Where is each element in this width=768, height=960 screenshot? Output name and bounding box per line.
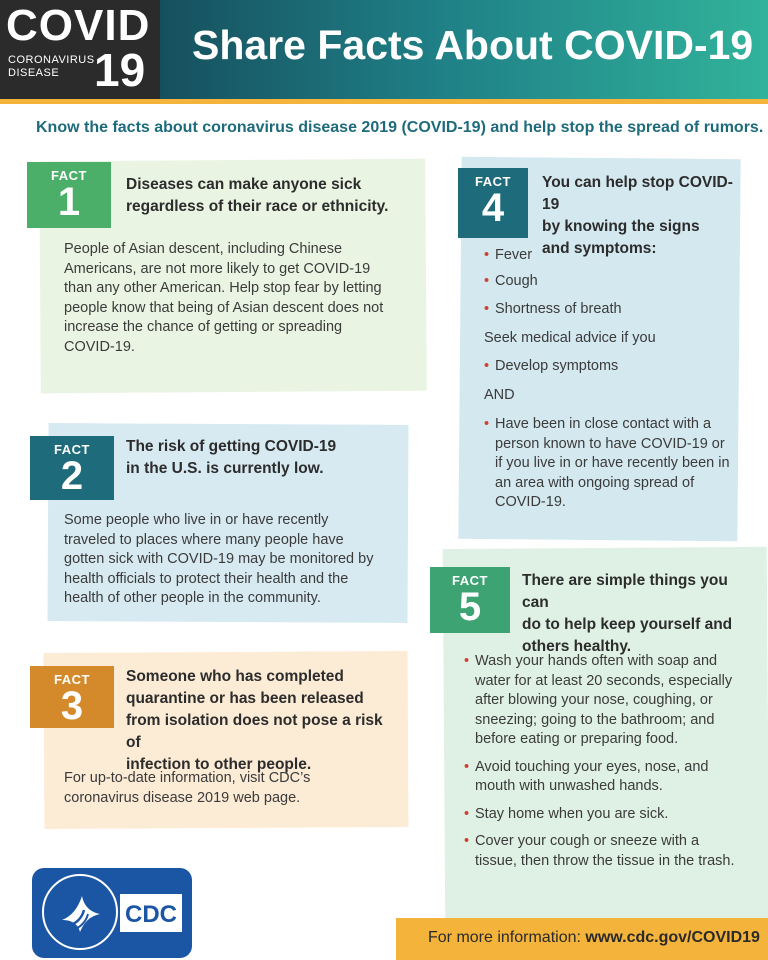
footer-url-link[interactable]: www.cdc.gov/COVID19 bbox=[585, 929, 760, 946]
fact-2-body: Some people who live in or have recently traveled to places where many people have gotten sick with COVID-19 may be monitored by health officials to protect their health and the health of other people in the community. bbox=[64, 512, 374, 606]
fact-2-tag bbox=[30, 436, 114, 500]
fact-5-heading-line: do to help keep yourself and bbox=[522, 616, 733, 633]
fact-3-heading-line: quarantine or has been released bbox=[126, 690, 364, 707]
fact-4-label: FACT bbox=[475, 174, 511, 189]
eagle-icon bbox=[54, 886, 106, 938]
contact-list bbox=[484, 415, 730, 513]
fact-5-body bbox=[464, 652, 742, 871]
fact-2-heading-line: in the U.S. is currently low. bbox=[126, 460, 324, 477]
fact-1-label: FACT bbox=[51, 168, 87, 183]
list-item: • Develop symptoms bbox=[484, 357, 730, 377]
list-item: • Fever bbox=[484, 246, 730, 266]
fact-2-heading bbox=[126, 436, 396, 480]
logo-sub-line2: DISEASE bbox=[8, 67, 60, 79]
list-item: • Shortness of breath bbox=[484, 300, 730, 320]
fact-5-heading bbox=[522, 570, 752, 658]
fact-1-heading bbox=[126, 174, 416, 218]
logo-sub-line1: CORONAVIRUS bbox=[8, 54, 95, 66]
healthy-tips-list bbox=[464, 652, 742, 871]
list-item: • Wash your hands often with soap and water for at least 20 seconds, especially after blowing your nose, coughing, or sneezing; going to the bathroom; and before eating or preparing food. bbox=[464, 652, 742, 750]
and-text: AND bbox=[484, 386, 515, 403]
advice-list bbox=[484, 357, 730, 377]
fact-5-heading-line: There are simple things you can bbox=[522, 572, 728, 611]
list-item: • Cover your cough or sneeze with a tissue, then throw the tissue in the trash. bbox=[464, 832, 742, 871]
list-item: • Have been in close contact with a person known to have COVID-19 or if you live in or have recently been in an area with ongoing spread of COVID-19. bbox=[484, 415, 730, 513]
page-title: Share Facts About COVID-19 bbox=[192, 22, 754, 68]
fact-4-number: 4 bbox=[481, 186, 505, 230]
fact-4-heading-line: You can help stop COVID-19 bbox=[542, 174, 733, 213]
fact-1-body: People of Asian descent, including Chinese Americans, are not more likely to get COVID-19 than any other American. Help stop fear by letting people know that being of Asian descent does not increase the chance of getting or spreading COVID-19. bbox=[64, 241, 384, 355]
fact-2-label: FACT bbox=[54, 442, 90, 457]
fact-4-body bbox=[484, 246, 730, 513]
fact-3-heading-line: from isolation does not pose a risk of bbox=[126, 712, 383, 751]
fact-3-number: 3 bbox=[60, 684, 84, 728]
fact-4-tag bbox=[458, 168, 528, 238]
list-item: • Avoid touching your eyes, nose, and mouth with unwashed hands. bbox=[464, 758, 742, 797]
fact-1-tag bbox=[27, 162, 111, 228]
footer-text bbox=[428, 929, 760, 947]
logo-number: 19 bbox=[94, 44, 146, 96]
advice-text: Seek medical advice if you bbox=[484, 329, 656, 346]
logo-word: COVID bbox=[6, 1, 151, 50]
fact-3-label: FACT bbox=[54, 672, 90, 687]
fact-1-heading-line: regardless of their race or ethnicity. bbox=[126, 198, 389, 215]
fact-1-number: 1 bbox=[57, 180, 81, 224]
fact-4-heading-line: and symptoms: bbox=[542, 240, 657, 257]
fact-4-heading-line: by knowing the signs bbox=[542, 218, 700, 235]
fact-3-heading-line: Someone who has completed bbox=[126, 668, 344, 685]
list-item: • Stay home when you are sick. bbox=[464, 805, 742, 825]
list-item: • Cough bbox=[484, 272, 730, 292]
fact-3-heading bbox=[126, 666, 396, 776]
fact-2-heading-line: The risk of getting COVID-19 bbox=[126, 438, 337, 455]
fact-3-body: For up-to-date information, visit CDC’s coronavirus disease 2019 web page. bbox=[64, 770, 311, 806]
fact-3-tag bbox=[30, 666, 114, 728]
fact-3-heading-line: infection to other people. bbox=[126, 756, 312, 773]
fact-5-tag bbox=[430, 567, 510, 633]
fact-5-label: FACT bbox=[452, 573, 488, 588]
fact-1-heading-line: Diseases can make anyone sick bbox=[126, 176, 362, 193]
intro-text: Know the facts about coronavirus disease 2019 (COVID-19) and help stop the spread of rumors. bbox=[36, 119, 764, 136]
cdc-wordmark: CDC bbox=[120, 894, 182, 932]
logo-subtitle bbox=[8, 54, 95, 80]
fact-5-heading-line: others healthy. bbox=[522, 638, 632, 655]
fact-5-number: 5 bbox=[458, 585, 482, 629]
fact-2-number: 2 bbox=[60, 454, 84, 498]
symptom-list bbox=[484, 246, 730, 320]
footer-prefix: For more information: bbox=[428, 929, 581, 946]
